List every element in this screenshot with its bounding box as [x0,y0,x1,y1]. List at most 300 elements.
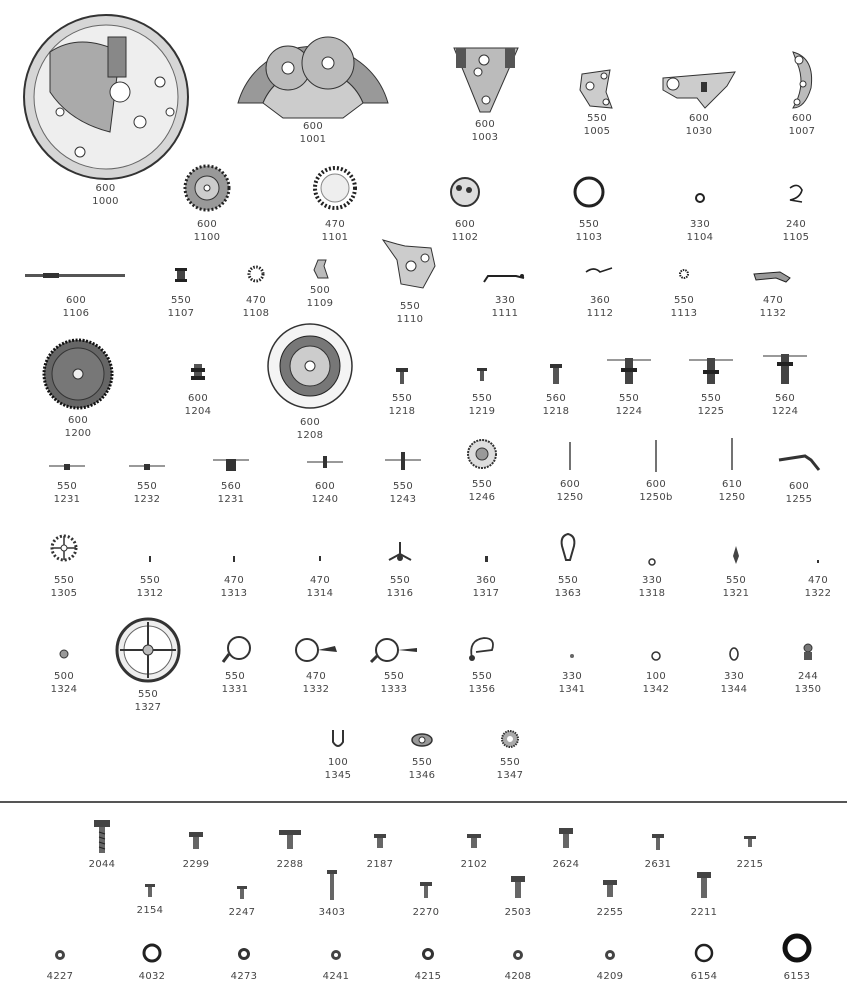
part-600-1200 [40,336,116,440]
lever-icon [750,264,796,294]
ring-icon [556,530,580,574]
screw-number: 2624 [552,859,580,870]
part-600-1240 [302,452,348,506]
part-560-1231 [208,452,254,506]
dot-icon [808,548,828,574]
screw-2503 [498,872,538,919]
gear-icon [244,262,268,294]
washer-6154 [684,936,724,983]
part-330-1104 [680,184,720,244]
part-caliber: 550 [384,671,404,682]
washer-4227 [40,940,80,983]
part-600-1250 [550,438,590,504]
screw-number: 2102 [460,859,488,870]
screw-number: 3403 [318,907,346,918]
washer-icon [691,936,717,970]
part-caliber: 470 [808,575,828,586]
part-caliber: 550 [619,393,639,404]
part-caliber: 330 [562,671,582,682]
part-caliber: 550 [390,575,410,586]
part-number: 1106 [62,308,90,319]
pallet-fork-icon [383,536,417,574]
screw-2044 [82,816,122,871]
escape-wheel-icon [47,530,81,574]
washer-number: 4241 [322,971,350,982]
part-600-1204 [178,358,218,418]
screw-number: 2211 [690,907,718,918]
ring-icon [724,640,744,670]
part-number: 1240 [311,494,339,505]
screw-icon [90,816,114,858]
part-caliber: 100 [646,671,666,682]
washer-number: 4227 [46,971,74,982]
part-550-1316 [380,536,420,600]
part-caliber: 560 [775,393,795,404]
part-caliber: 550 [412,757,432,768]
part-caliber: 330 [642,575,662,586]
pin-icon [722,436,742,478]
washer-icon [779,926,815,970]
part-caliber: 550 [54,575,74,586]
part-caliber: 550 [472,671,492,682]
part-caliber: 600 [789,481,809,492]
washer-icon [139,936,165,970]
part-550-1305 [44,530,84,600]
part-number: 1231 [217,494,245,505]
part-number: 1327 [134,702,162,713]
part-number: 1219 [468,406,496,417]
part-number: 1331 [221,684,249,695]
part-number: 1110 [396,314,424,325]
screw-icon [600,874,620,906]
washer-number: 4032 [138,971,166,982]
part-number: 1318 [638,588,666,599]
part-330-1341 [552,642,592,696]
part-550-1321 [716,542,756,600]
part-500-1324 [44,638,84,696]
part-550-1224 [604,352,654,418]
spring-icon [582,262,618,294]
part-caliber: 600 [646,479,666,490]
part-470-1101 [310,160,360,244]
part-caliber: 550 [138,689,158,700]
dot-icon [690,184,710,218]
part-number: 1312 [136,588,164,599]
dot-icon [646,642,666,670]
part-470-1314 [300,546,340,600]
screw-icon [508,872,528,906]
part-caliber: 550 [726,575,746,586]
part-caliber: 600 [475,119,495,130]
part-caliber: 550 [701,393,721,404]
part-caliber: 330 [724,671,744,682]
part-number: 1200 [64,428,92,439]
washer-number: 4273 [230,971,258,982]
washer-6153 [774,926,820,983]
part-number: 1108 [242,308,270,319]
screw-2631 [638,828,678,871]
gear-icon [311,160,359,218]
part-caliber: 470 [224,575,244,586]
part-caliber: 550 [393,481,413,492]
part-caliber: 600 [95,183,116,194]
part-caliber: 470 [325,219,345,230]
part-caliber: 550 [472,479,492,490]
part-number: 1250 [718,492,746,503]
part-caliber: 560 [221,481,241,492]
arbor-icon [761,350,809,392]
screw-number: 2187 [366,859,394,870]
part-caliber: 360 [590,295,610,306]
part-number: 1332 [302,684,330,695]
part-360-1317 [466,546,506,600]
part-number: 1101 [321,232,349,243]
screw-number: 2631 [644,859,672,870]
screw-icon [370,828,390,858]
washer-icon [325,940,347,970]
part-number: 1111 [491,308,519,319]
washer-number: 6154 [690,971,718,982]
main-plate-icon [20,12,192,182]
part-caliber: 500 [54,671,74,682]
part-number: 1250b [639,492,673,503]
part-550-1218 [382,360,422,418]
screw-number: 2215 [736,859,764,870]
part-550-1246 [462,438,502,504]
screw-icon [648,828,668,858]
ring-icon [569,172,609,218]
part-caliber: 600 [689,113,709,124]
part-560-1218 [536,360,576,418]
washer-4215 [408,938,448,983]
barrel-icon [41,336,115,414]
part-caliber: 550 [392,393,412,404]
arbor-icon [687,352,735,392]
screw-icon [186,826,206,858]
part-number: 1322 [804,588,832,599]
screw-2299 [176,826,216,871]
part-number: 1224 [771,406,799,417]
screw-icon [556,824,576,858]
screw-2247 [222,880,262,919]
balance-wheel-icon [113,614,183,688]
part-caliber: 240 [786,219,806,230]
part-number: 1356 [468,684,496,695]
part-caliber: 550 [137,481,157,492]
screw-number: 2255 [596,907,624,918]
washer-4208 [498,940,538,983]
part-caliber: 550 [500,757,520,768]
part-caliber: 470 [246,295,266,306]
screw-2211 [684,868,724,919]
part-600-1102 [442,172,488,244]
part-550-1231 [44,456,90,506]
washer-4273 [224,938,264,983]
part-470-1108 [238,262,274,320]
part-caliber: 560 [546,393,566,404]
screw-icon [277,824,303,858]
pin-icon [726,542,746,574]
part-caliber: 550 [400,301,420,312]
screw-icon [322,866,342,906]
part-number: 1001 [299,134,327,145]
part-244-1350 [788,638,828,696]
lever-icon [306,256,334,284]
screw-icon [392,360,412,392]
dot-icon [642,548,662,574]
part-number: 1030 [685,126,713,137]
u-spring-icon [328,722,348,756]
part-number: 1231 [53,494,81,505]
part-caliber: 360 [476,575,496,586]
part-550-1113 [664,262,704,320]
part-560-1224 [760,350,810,418]
screw-icon [546,360,566,392]
part-caliber: 600 [300,417,320,428]
part-number: 1113 [670,308,698,319]
spring-icon [480,266,530,294]
part-470-1332 [290,634,342,696]
part-caliber: 550 [171,295,191,306]
part-330-1318 [632,548,672,600]
screw-number: 2044 [88,859,116,870]
part-number: 1109 [306,298,334,309]
part-caliber: 550 [57,481,77,492]
part-caliber: 600 [66,295,86,306]
part-550-1333 [366,634,422,696]
screw-number: 2288 [276,859,304,870]
part-360-1112 [580,262,620,320]
lever-icon [775,448,823,480]
part-number: 1324 [50,684,78,695]
screw-icon [740,830,760,858]
part-caliber: 600 [792,113,812,124]
part-number: 1225 [697,406,725,417]
part-number: 1321 [722,588,750,599]
part-number: 1100 [193,232,221,243]
part-caliber: 600 [188,393,208,404]
gear-icon [674,262,694,294]
part-100-1342 [636,642,676,696]
part-600-1001 [232,8,394,146]
screw-2624 [546,824,586,871]
part-caliber: 600 [68,415,88,426]
part-number: 1104 [686,232,714,243]
part-330-1111 [478,266,532,320]
part-caliber: 600 [303,121,323,132]
ring-icon [215,632,255,670]
part-number: 1132 [759,308,787,319]
part-600-1250b [636,438,676,504]
part-number: 1255 [785,494,813,505]
part-600-1208 [262,320,358,442]
washer-icon [599,940,621,970]
bridge-icon [377,236,443,300]
washer-number: 4208 [504,971,532,982]
screw-2270 [406,876,446,919]
part-number: 1102 [451,232,479,243]
screw-number: 2299 [182,859,210,870]
part-550-1232 [124,456,170,506]
jewel-icon [407,726,437,756]
arbor-icon [305,452,345,480]
part-number: 1005 [583,126,611,137]
part-caliber: 470 [306,671,326,682]
dot-icon [224,546,244,574]
washer-number: 6153 [783,971,811,982]
screw-2187 [360,828,400,871]
washer-number: 4209 [596,971,624,982]
washer-number: 4215 [414,971,442,982]
part-caliber: 330 [495,295,515,306]
part-caliber: 600 [455,219,475,230]
pinion-icon [171,262,191,294]
arbor-icon [383,450,423,480]
bridge-icon [233,8,393,120]
part-550-1005 [567,66,627,138]
pin-icon [798,638,818,670]
part-550-1356 [460,630,504,696]
part-550-1225 [686,352,736,418]
screw-number: 2247 [228,907,256,918]
screw-number: 2154 [136,905,164,916]
arbor-icon [211,452,251,480]
part-caliber: 550 [587,113,607,124]
screw-2255 [590,874,630,919]
part-caliber: 550 [140,575,160,586]
part-number: 1317 [472,588,500,599]
part-number: 1232 [133,494,161,505]
stem-icon [23,266,129,294]
arbor-icon [605,352,653,392]
part-number: 1218 [542,406,570,417]
part-550-1107 [164,262,198,320]
part-caliber: 550 [674,295,694,306]
part-600-1255 [774,448,824,506]
part-number: 1313 [220,588,248,599]
part-number: 1224 [615,406,643,417]
part-caliber: 550 [472,393,492,404]
part-number: 1105 [782,232,810,243]
gear-icon [496,724,524,756]
screw-icon [140,878,160,904]
screw-icon [416,876,436,906]
spring-icon [784,180,808,218]
part-550-1103 [565,172,613,244]
part-470-1313 [214,546,254,600]
arbor-icon [47,456,87,480]
part-550-1346 [402,726,442,782]
part-number: 1316 [386,588,414,599]
bridge-icon [785,48,819,112]
dot-icon [476,546,496,574]
bridge-icon [572,66,622,112]
screw-icon [694,868,714,906]
dot-icon [54,638,74,670]
part-number: 1341 [558,684,586,695]
washer-icon [232,938,256,970]
bridge-icon [448,42,523,118]
hairspring-icon [367,634,421,670]
part-number: 1107 [167,308,195,319]
part-550-1312 [130,546,170,600]
screw-icon [232,880,252,906]
part-number: 1346 [408,770,436,781]
part-550-1219 [462,360,502,418]
wheel-icon [264,320,356,416]
part-100-1345 [318,722,358,782]
screw-2288 [270,824,310,871]
part-caliber: 550 [579,219,599,230]
part-caliber: 600 [315,481,335,492]
part-number: 1003 [471,132,499,143]
dot-icon [140,546,160,574]
pinion-icon [188,358,208,392]
part-number: 1243 [389,494,417,505]
part-number: 1347 [496,770,524,781]
part-600-1030 [656,68,742,138]
part-number: 1305 [50,588,78,599]
screw-2215 [730,830,770,871]
part-caliber: 550 [225,671,245,682]
screw-icon [464,828,484,858]
washer-icon [416,938,440,970]
part-number: 1250 [556,492,584,503]
part-240-1105 [776,180,816,244]
part-number: 1000 [92,196,119,207]
part-470-1322 [798,548,838,600]
part-caliber: 470 [310,575,330,586]
ring-icon [447,172,483,218]
screw-2154 [130,878,170,917]
part-550-1331 [210,632,260,696]
washer-4209 [590,940,630,983]
part-caliber: 500 [310,285,330,296]
washer-icon [507,940,529,970]
part-number: 1363 [554,588,582,599]
part-470-1132 [748,264,798,320]
part-number: 1314 [306,588,334,599]
part-number: 1007 [788,126,816,137]
part-600-1003 [446,42,524,144]
part-caliber: 100 [328,757,348,768]
part-caliber: 600 [560,479,580,490]
washer-icon [49,940,71,970]
part-550-1327 [110,614,186,714]
screw-3403 [312,866,352,919]
part-number: 1333 [380,684,408,695]
part-number: 1350 [794,684,822,695]
dot-icon [562,642,582,670]
pin-icon [646,438,666,478]
part-500-1109 [300,256,340,310]
part-caliber: 550 [558,575,578,586]
pin-icon [560,438,580,478]
part-600-1100 [182,160,232,244]
part-number: 1342 [642,684,670,695]
part-number: 1218 [388,406,416,417]
part-550-1363 [548,530,588,600]
dot-icon [310,546,330,574]
screw-icon [472,360,492,392]
screw-number: 2503 [504,907,532,918]
part-number: 1344 [720,684,748,695]
part-number: 1204 [184,406,212,417]
part-550-1110 [376,236,444,326]
part-600-1007 [778,48,826,138]
part-number: 1345 [324,770,352,781]
hairspring-icon [291,634,341,670]
